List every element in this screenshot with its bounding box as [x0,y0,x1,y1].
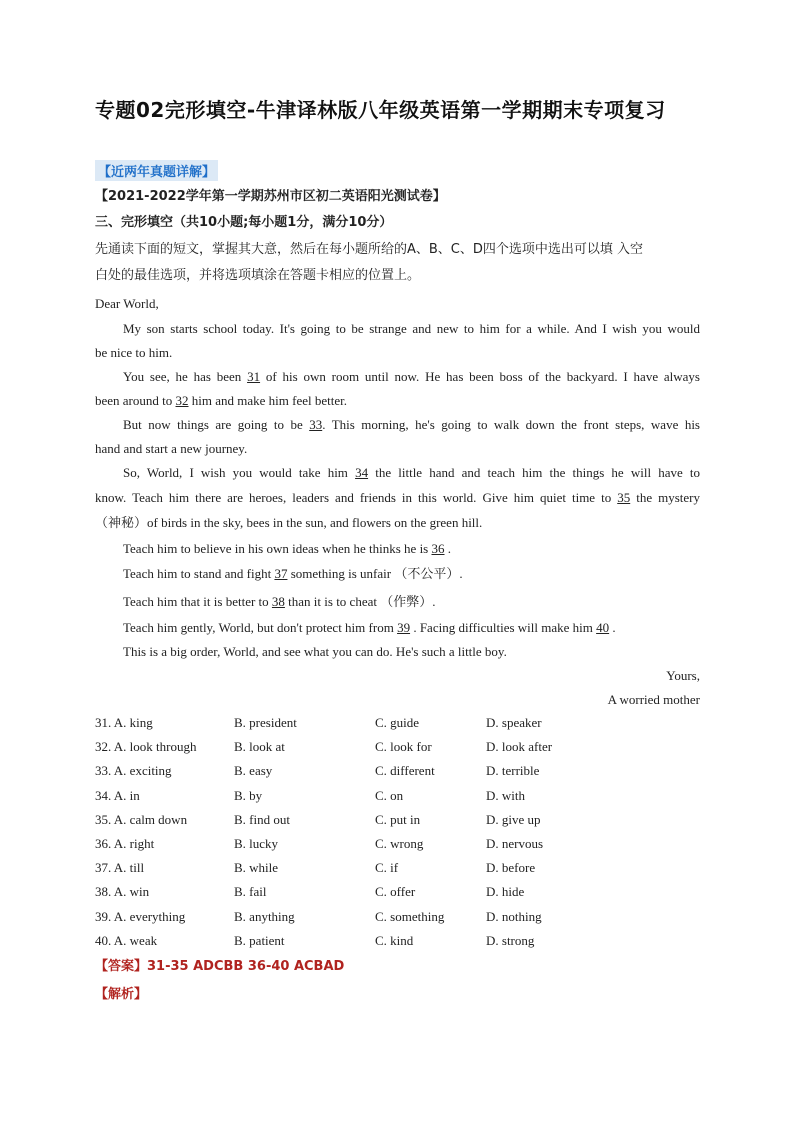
blank-38: 38 [271,594,285,609]
instructions-line-1: 先通读下面的短文，掌握其大意，然后在每小题所给的A、B、C、D四个选项中选出可以填 入空 [95,242,644,257]
option-choice: 37. A. till [95,860,145,876]
option-choice: D. nothing [486,908,542,924]
option-choice: D. strong [486,932,535,948]
option-choice: C. put in [375,811,421,827]
paragraph-2-line-2: been around to 32 him and make him feel better. [95,393,347,408]
option-row [95,739,700,757]
option-choice: C. wrong [375,836,424,851]
option-choice: B. look at [234,739,285,755]
option-row [95,884,700,902]
option-row [95,812,700,830]
answer-label: 【答案】 [95,959,148,974]
paragraph-7: Teach him that it is better to 38 than it is to cheat （作弊）. [123,594,436,609]
option-choice: D. nervous [486,836,544,851]
letter-signature: A worried mother [607,692,700,707]
blank-31: 31 [247,369,261,384]
option-choice: 32. A. look through [95,739,197,755]
option-choice: 35. A. calm down [95,811,188,827]
analysis-label: 【解析】 [95,987,148,1002]
blank-39: 39 [397,620,411,635]
paragraph-3-line-1: But now things are going to be 33. This morning, he's going to walk down the front steps, wave his [123,417,700,432]
page-title: 专题02完形填空-牛津译林版八年级英语第一学期期末专项复习 [95,98,666,122]
option-choice: 33. A. exciting [95,763,172,779]
section-tag: 【近两年真题详解】 [95,160,218,181]
letter-closing: Yours, [666,668,700,683]
option-choice: 34. A. in [95,787,140,803]
paragraph-2-line-1: You see, he has been 31 of his own room until now. He has been boss of the backyard. I have always [123,369,700,384]
exam-source: 【2021-2022学年第一学期苏州市区初二英语阳光测试卷】 [95,189,446,204]
option-choice: C. on [375,787,404,803]
paragraph-4-line-3: （神秘）of birds in the sky, bees in the sun, and flowers on the green hill. [95,515,483,530]
paragraph-3-line-2: hand and start a new journey. [95,441,248,456]
option-choice: C. guide [375,715,420,730]
option-choice: 40. A. weak [95,932,158,948]
option-choice: D. look after [486,739,553,755]
paragraph-6: Teach him to stand and fight 37 something is unfair （不公平）. [123,566,463,581]
option-choice: C. if [375,860,399,876]
option-choice: D. speaker [486,715,542,730]
option-choice: B. find out [234,811,290,827]
option-row [95,909,700,927]
option-row [95,836,700,854]
option-row [95,763,700,781]
answer-text: 31-35 ADCBB 36-40 ACBAD [147,959,345,974]
option-choice: B. lucky [234,836,279,851]
option-choice: B. anything [234,908,295,924]
paragraph-5: Teach him to believe in his own ideas when he thinks he is 36 . [123,541,451,556]
paragraph-1-line-2: be nice to him. [95,345,173,360]
option-choice: B. by [234,787,263,803]
letter-greeting: Dear World, [95,296,159,311]
answer-line [95,958,700,976]
option-choice: 31. A. king [95,715,153,730]
blank-40: 40 [596,620,610,635]
option-choice: B. patient [234,932,285,948]
option-choice: B. easy [234,763,273,779]
paragraph-1-line-1: My son starts school today. It's going to be strange and new to him for a while. And I wish you would [123,321,700,336]
option-choice: C. kind [375,932,414,948]
option-choice: C. look for [375,739,432,755]
instructions-line-2: 白处的最佳选项，并将选项填涂在答题卡相应的位置上。 [95,268,421,283]
blank-32: 32 [175,393,189,408]
blank-35: 35 [617,490,631,505]
paragraph-4-line-1: So, World, I wish you would take him 34 the little hand and teach him the things he will have to [123,465,700,480]
paragraph-9: This is a big order, World, and see what you can do. He's such a little boy. [123,644,507,659]
option-choice: 36. A. right [95,836,155,851]
paragraph-4-line-2: know. Teach him there are heroes, leaders and friends in this world. Give him quiet time to 35 the mystery [95,490,701,505]
option-choice: B. fail [234,884,267,900]
option-choice: D. hide [486,884,525,900]
option-row [95,715,700,733]
option-choice: D. before [486,860,536,876]
option-choice: 39. A. everything [95,908,186,924]
paragraph-8: Teach him gently, World, but don't protect him from 39 . Facing difficulties will make him 40 . [123,620,616,635]
option-row [95,788,700,806]
part-heading: 三、完形填空（共10小题;每小题1分，满分10分） [95,215,393,230]
option-choice: C. offer [375,884,416,900]
option-row [95,933,700,951]
blank-37: 37 [274,566,288,581]
option-choice: D. with [486,787,525,803]
option-choice: C. different [375,763,435,779]
option-choice: B. president [234,715,297,730]
blank-34: 34 [355,465,369,480]
option-choice: B. while [234,860,279,876]
blank-36: 36 [431,541,445,556]
option-row [95,860,700,878]
option-choice: C. something [375,908,445,924]
option-choice: D. terrible [486,763,540,779]
option-choice: D. give up [486,811,541,827]
option-choice: 38. A. win [95,884,150,900]
blank-33: 33 [309,417,323,432]
